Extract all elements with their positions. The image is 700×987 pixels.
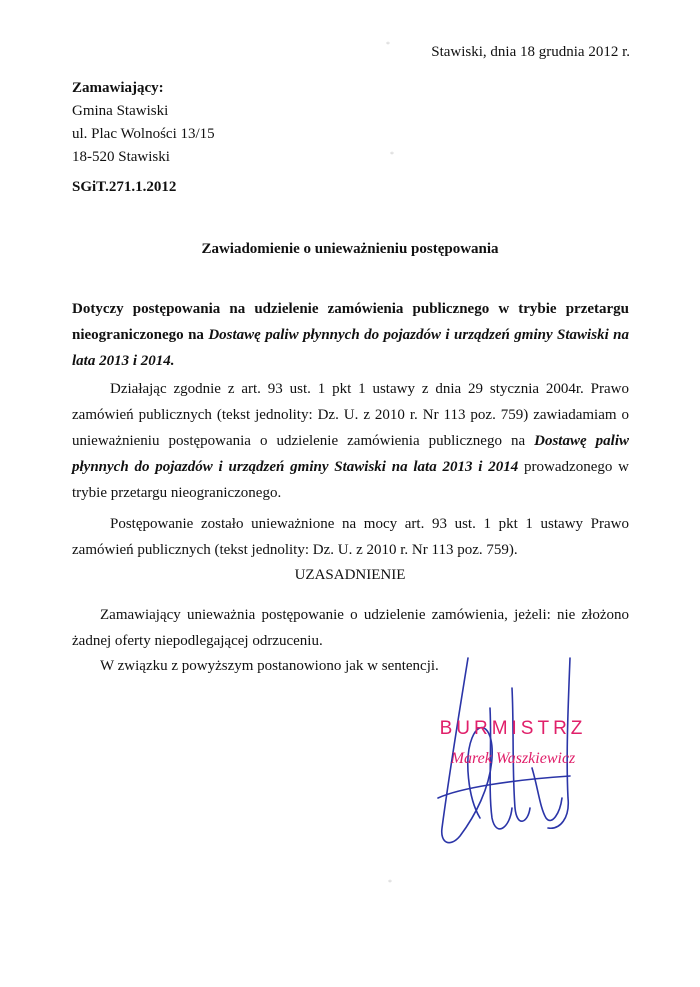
justification-heading: UZASADNIENIE xyxy=(294,567,406,583)
subject-lead: Dotyczy postępowania na udzielenie zamówienia publicznego w trybie przetargu nieograniczonego na xyxy=(72,301,629,343)
paragraph-3: Zamawiający unieważnia postępowanie o udzielenie zamówienia, jeżeli: nie złożono żadnej oferty niepodlegającej odrzuceniu. xyxy=(72,607,629,649)
scan-speck: * xyxy=(388,878,392,887)
authority-street: ul. Plac Wolności 13/15 xyxy=(72,126,215,142)
contracting-authority-block xyxy=(72,77,215,169)
scan-speck: * xyxy=(390,150,394,159)
date-line: Stawiski, dnia 18 grudnia 2012 r. xyxy=(431,44,630,60)
paragraph-1-end: prowadzonego w trybie przetargu nieograniczonego. xyxy=(72,459,629,501)
authority-city: 18-520 Stawiski xyxy=(72,149,170,165)
scan-speck: * xyxy=(386,40,390,49)
reference-number: SGiT.271.1.2012 xyxy=(72,179,177,195)
subject-paragraph xyxy=(72,296,629,374)
paragraph-4: W związku z powyższym postanowiono jak w sentencji. xyxy=(100,658,439,674)
paragraph-1 xyxy=(72,376,629,506)
paragraph-1-emphasis: Dostawę paliw płynnych do pojazdów i urządzeń gminy Stawiski na lata 2013 i 2014 xyxy=(72,433,629,475)
paragraph-2: Postępowanie zostało unieważnione na mocy art. 93 ust. 1 pkt 1 ustawy Prawo zamówień publicznych (tekst jednolity: Dz. U. z 2010 r. Nr 113 poz. 759). xyxy=(72,516,629,558)
stamp-name: Marek Waszkiewicz xyxy=(450,750,576,767)
official-stamp xyxy=(428,718,598,768)
paragraph-1-start: Działając zgodnie z art. 93 ust. 1 pkt 1 ustawy z dnia 29 stycznia 2004r. Prawo zamówień publicznych (tekst jednolity: Dz. U. z 2010 r. Nr 113 poz. 759) zawiadamiam o unieważnieniu postępowania o udzielenie zamówienia publicznego na xyxy=(72,381,629,449)
contracting-authority-label: Zamawiający: xyxy=(72,80,164,96)
authority-name: Gmina Stawiski xyxy=(72,103,169,119)
subject-italic: Dostawę paliw płynnych do pojazdów i urządzeń gminy Stawiski na lata 2013 i 2014. xyxy=(72,327,629,369)
stamp-title: BURMISTRZ xyxy=(439,718,587,739)
document-title: Zawiadomienie o unieważnieniu postępowania xyxy=(201,241,499,257)
